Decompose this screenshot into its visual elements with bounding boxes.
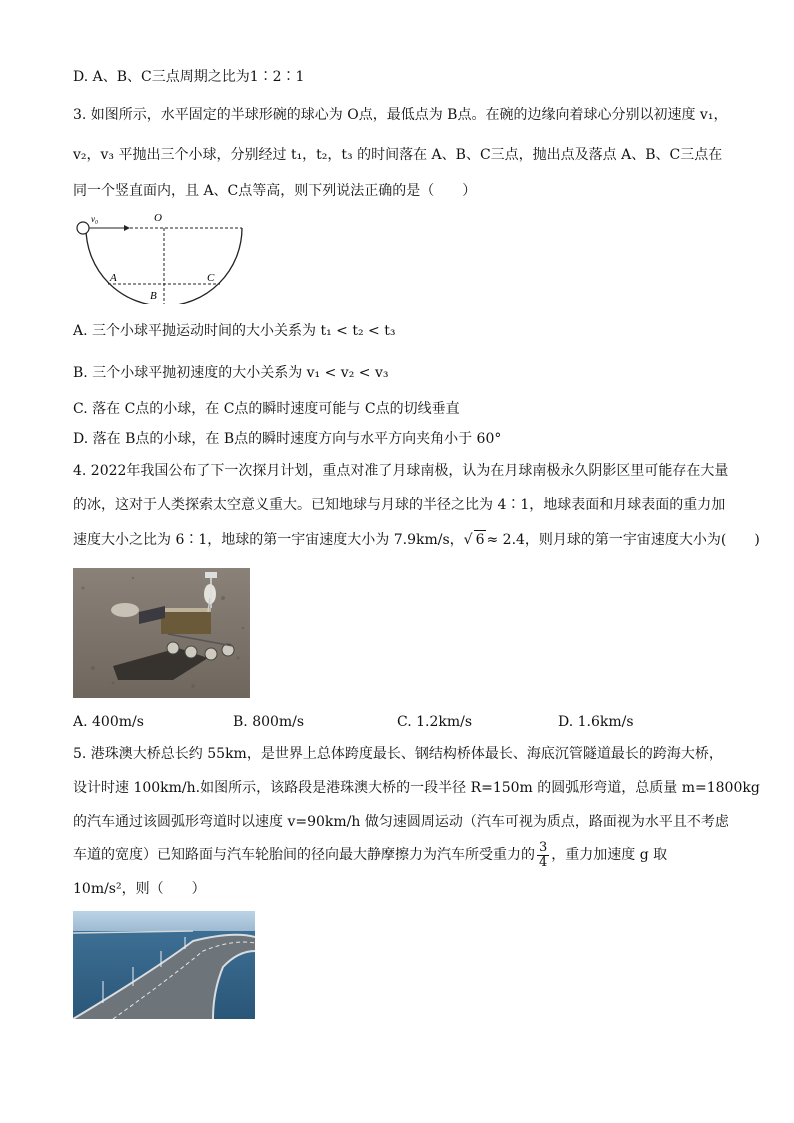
q3-option-d: D. 落在 B点的小球，在 B点的瞬时速度方向与水平方向夹角小于 60°	[73, 431, 502, 447]
q3-option-b: B. 三个小球平抛初速度的大小关系为 v₁ < v₂ < v₃	[73, 365, 389, 381]
three-quarters-fraction	[537, 841, 549, 870]
fraction-denominator: 4	[539, 854, 548, 870]
fraction-numerator: 3	[539, 839, 548, 855]
q3-bowl-figure	[74, 208, 250, 304]
q3-stem-line3: 同一个竖直面内，且 A、C点等高，则下列说法正确的是（ ）	[73, 183, 477, 199]
point-c-label: C	[207, 272, 215, 284]
q4-option-d: D. 1.6km/s	[558, 714, 634, 730]
q5-stem-line2: 设计时速 100km/h.如图所示，该路段是港珠澳大桥的一段半径 R=150m 的圆弧形弯道，总质量 m=1800kg	[73, 780, 760, 796]
sqrt-symbol: √	[463, 532, 473, 548]
q3-stem-line1: 3. 如图所示，水平固定的半球形碗的球心为 O点，最低点为 B点。在碗的边缘向着球心分别以初速度 v₁，	[73, 107, 728, 123]
q4-option-a: A. 400m/s	[73, 714, 144, 730]
sqrt-radicand: 6	[475, 532, 485, 548]
q5-stem-line1: 5. 港珠澳大桥总长约 55km，是世界上总体跨度最长、钢结构桥体最长、海底沉管隧道最长的跨海大桥，	[73, 746, 723, 762]
point-o-label: O	[154, 212, 162, 224]
q4-option-c: C. 1.2km/s	[397, 714, 473, 730]
q4-stem-line1: 4. 2022年我国公布了下一次探月计划，重点对准了月球南极，认为在月球南极永久阴影区里可能存在大量	[73, 463, 729, 479]
q5-stem-line4-a: 车道的宽度）已知路面与汽车轮胎间的径向最大静摩擦力为汽车所受重力的	[73, 847, 535, 863]
q4-option-b: B. 800m/s	[233, 714, 305, 730]
q4-stem-line3-b: ≈ 2.4，则月球的第一宇宙速度大小为( )	[486, 532, 760, 548]
q5-stem-line3: 的汽车通过该圆弧形弯道时以速度 v=90km/h 做匀速圆周运动（汽车可视为质点，路面视为水平且不考虑	[73, 814, 729, 830]
point-a-label: A	[110, 272, 117, 284]
v0-label: v₀	[91, 214, 99, 224]
q2-option-d: D. A、B、C三点周期之比为1∶2∶1	[73, 69, 305, 85]
q5-stem-line4-b: ，重力加速度 g 取	[551, 847, 668, 863]
q3-option-c: C. 落在 C点的小球，在 C点的瞬时速度可能与 C点的切线垂直	[73, 401, 460, 417]
q5-stem-line4	[73, 838, 667, 872]
q3-option-a: A. 三个小球平抛运动时间的大小关系为 t₁ < t₂ < t₃	[73, 323, 396, 339]
q5-stem-line5: 10m/s²，则（ ）	[73, 881, 206, 897]
lunar-rover-photo	[73, 568, 250, 698]
q4-stem-line3	[73, 530, 760, 549]
q4-stem-line3-a: 速度大小之比为 6∶1，地球的第一宇宙速度大小为 7.9km/s，	[73, 532, 464, 548]
point-b-label: B	[150, 290, 157, 302]
q3-stem-line2: v₂，v₃ 平抛出三个小球，分别经过 t₁，t₂，t₃ 的时间落在 A、B、C三点，抛出点及落点 A、B、C三点在	[73, 147, 723, 163]
bridge-photo	[73, 911, 255, 1019]
q4-stem-line2: 的冰，这对于人类探索太空意义重大。已知地球与月球的半径之比为 4∶1，地球表面和月球表面的重力加	[73, 497, 726, 513]
